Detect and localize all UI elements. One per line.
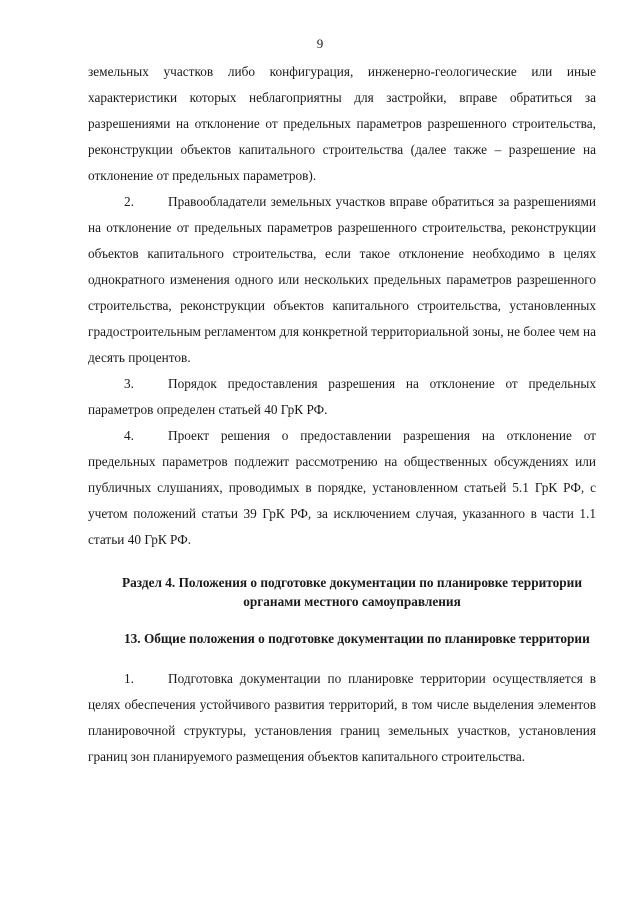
article-13-paragraph-1-text: Подготовка документации по планировке территории осуществляется в целях обеспечения устойчивого развития территорий, в том числе выделения элементов планировочной структуры, установления границ земельных участков, установления границ зон планируемого размещения объектов капитального строительства. xyxy=(88,671,596,764)
article-13-heading: 13. Общие положения о подготовке документации по планировке территории xyxy=(124,631,590,646)
article-13-paragraph-1-number: 1. xyxy=(124,671,134,686)
paragraph-4-number: 4. xyxy=(124,428,134,443)
article-13-paragraph-1 xyxy=(88,666,596,770)
paragraph-4-text: Проект решения о предоставлении разрешения на отклонение от предельных параметров подлежит рассмотрению на общественных обсуждениях или публичных слушаниях, проводимых в порядке, установленном статьей 5.1 ГрК РФ, с учетом положений статьи 39 ГрК РФ, за исключением случая, указанного в части 1.1 статьи 40 ГрК РФ. xyxy=(88,428,596,547)
paragraph-4 xyxy=(88,423,596,553)
paragraph-2-text: Правообладатели земельных участков вправе обратиться за разрешениями на отклонение от предельных параметров разрешенного строительства, реконструкции объектов капитального строительства, если такое отклонение необходимо в целях однократного изменения одного или нескольких предельных параметров разрешенного строительства, реконструкции объектов капитального строительства, установленных градостроительным регламентом для конкретной территориальной зоны, не более чем на десять процентов. xyxy=(88,194,596,365)
paragraph-3-number: 3. xyxy=(124,376,134,391)
page-number: 9 xyxy=(316,36,324,51)
document-body xyxy=(88,59,596,770)
paragraph-2-number: 2. xyxy=(124,194,134,209)
paragraph-3-text: Порядок предоставления разрешения на отклонение от предельных параметров определен статьей 40 ГрК РФ. xyxy=(88,376,596,417)
continuation-paragraph: земельных участков либо конфигурация, инженерно-геологические или иные характеристики которых неблагоприятны для застройки, вправе обратиться за разрешениями на отклонение от предельных параметров разрешенного строительства, реконструкции объектов капитального строительства (далее также – разрешение на отклонение от предельных параметров). xyxy=(88,64,596,183)
section-4-heading: Раздел 4. Положения о подготовке документации по планировке территории органами местного самоуправления xyxy=(122,575,582,609)
paragraph-3 xyxy=(88,371,596,423)
paragraph-2 xyxy=(88,189,596,371)
